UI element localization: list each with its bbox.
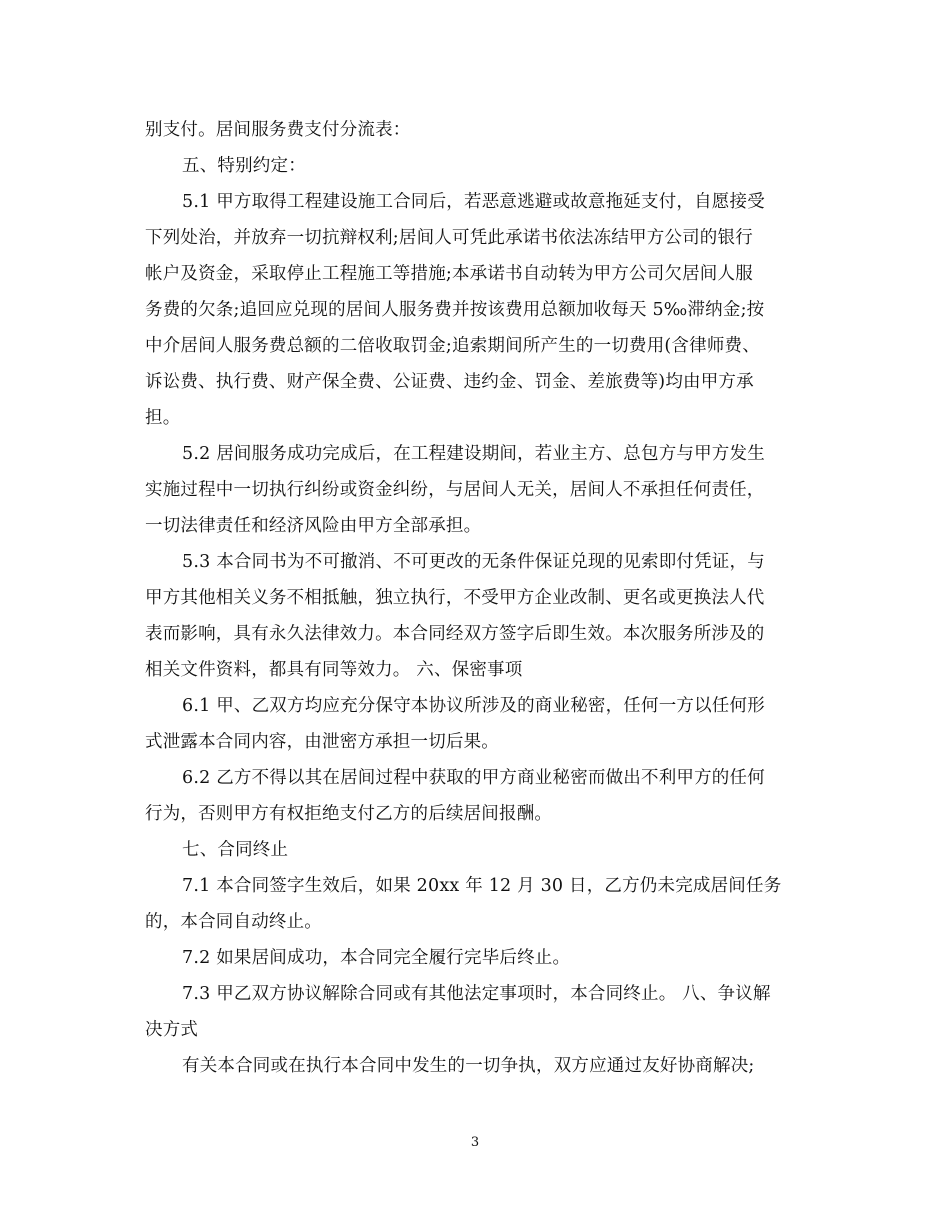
text-line: 7.3 甲乙双方协议解除合同或有其他法定事项时，本合同终止。 八、争议解: [182, 984, 771, 1004]
text-line: 7.2 如果居间成功，本合同完全履行完毕后终止。: [182, 948, 571, 968]
text-line: 表而影响，具有永久法律效力。本合同经双方签字后即生效。本次服务所涉及的: [145, 624, 765, 644]
text-line: 5.3 本合同书为不可撤消、不可更改的无条件保证兑现的见索即付凭证，与: [182, 552, 765, 572]
text-line: 帐户及资金，采取停止工程施工等措施;本承诺书自动转为甲方公司欠居间人服: [145, 264, 753, 284]
text-line: 务费的欠条;追回应兑现的居间人服务费并按该费用总额加收每天 5‰滞纳金;按: [145, 300, 765, 320]
text-line: 有关本合同或在执行本合同中发生的一切争执，双方应通过友好协商解决;: [182, 1056, 755, 1076]
section-heading: 七、合同终止: [182, 840, 289, 860]
text-line: 中介居间人服务费总额的二倍收取罚金;追索期间所产生的一切费用(含律师费、: [145, 336, 760, 356]
text-line: 6.1 甲、乙双方均应充分保守本协议所涉及的商业秘密，任何一方以任何形: [182, 696, 765, 716]
text-line: 甲方其他相关义务不相抵触，独立执行，不受甲方企业改制、更名或更换法人代: [145, 588, 765, 608]
text-line: 相关文件资料，都具有同等效力。 六、保密事项: [145, 660, 523, 680]
text-line: 6.2 乙方不得以其在居间过程中获取的甲方商业秘密而做出不利甲方的任何: [182, 768, 765, 788]
page-number: 3: [470, 1135, 480, 1150]
text-line: 7.1 本合同签字生效后，如果 20xx 年 12 月 30 日，乙方仍未完成居间任务: [182, 876, 782, 896]
text-line: 5.1 甲方取得工程建设施工合同后，若恶意逃避或故意拖延支付，自愿接受: [182, 192, 765, 212]
text-line: 一切法律责任和经济风险由甲方全部承担。: [145, 516, 482, 536]
section-heading: 五、特别约定：: [182, 156, 306, 176]
text-line: 5.2 居间服务成功完成后，在工程建设期间，若业主方、总包方与甲方发生: [182, 444, 765, 464]
text-line: 担。: [145, 408, 181, 428]
text-line: 决方式: [145, 1020, 199, 1040]
text-line: 实施过程中一切执行纠纷或资金纠纷，与居间人无关，居间人不承担任何责任，: [145, 480, 765, 500]
text-line: 式泄露本合同内容，由泄密方承担一切后果。: [145, 732, 499, 752]
text-line: 诉讼费、执行费、财产保全费、公证费、违约金、罚金、差旅费等)均由甲方承: [145, 372, 754, 392]
text-line: 的，本合同自动终止。: [145, 912, 322, 932]
text-line: 别支付。居间服务费支付分流表：: [145, 120, 411, 140]
document-body: [145, 112, 805, 1084]
text-line: 下列处治，并放弃一切抗辩权利;居间人可凭此承诺书依法冻结甲方公司的银行: [145, 228, 753, 248]
text-line: 行为，否则甲方有权拒绝支付乙方的后续居间报酬。: [145, 804, 553, 824]
